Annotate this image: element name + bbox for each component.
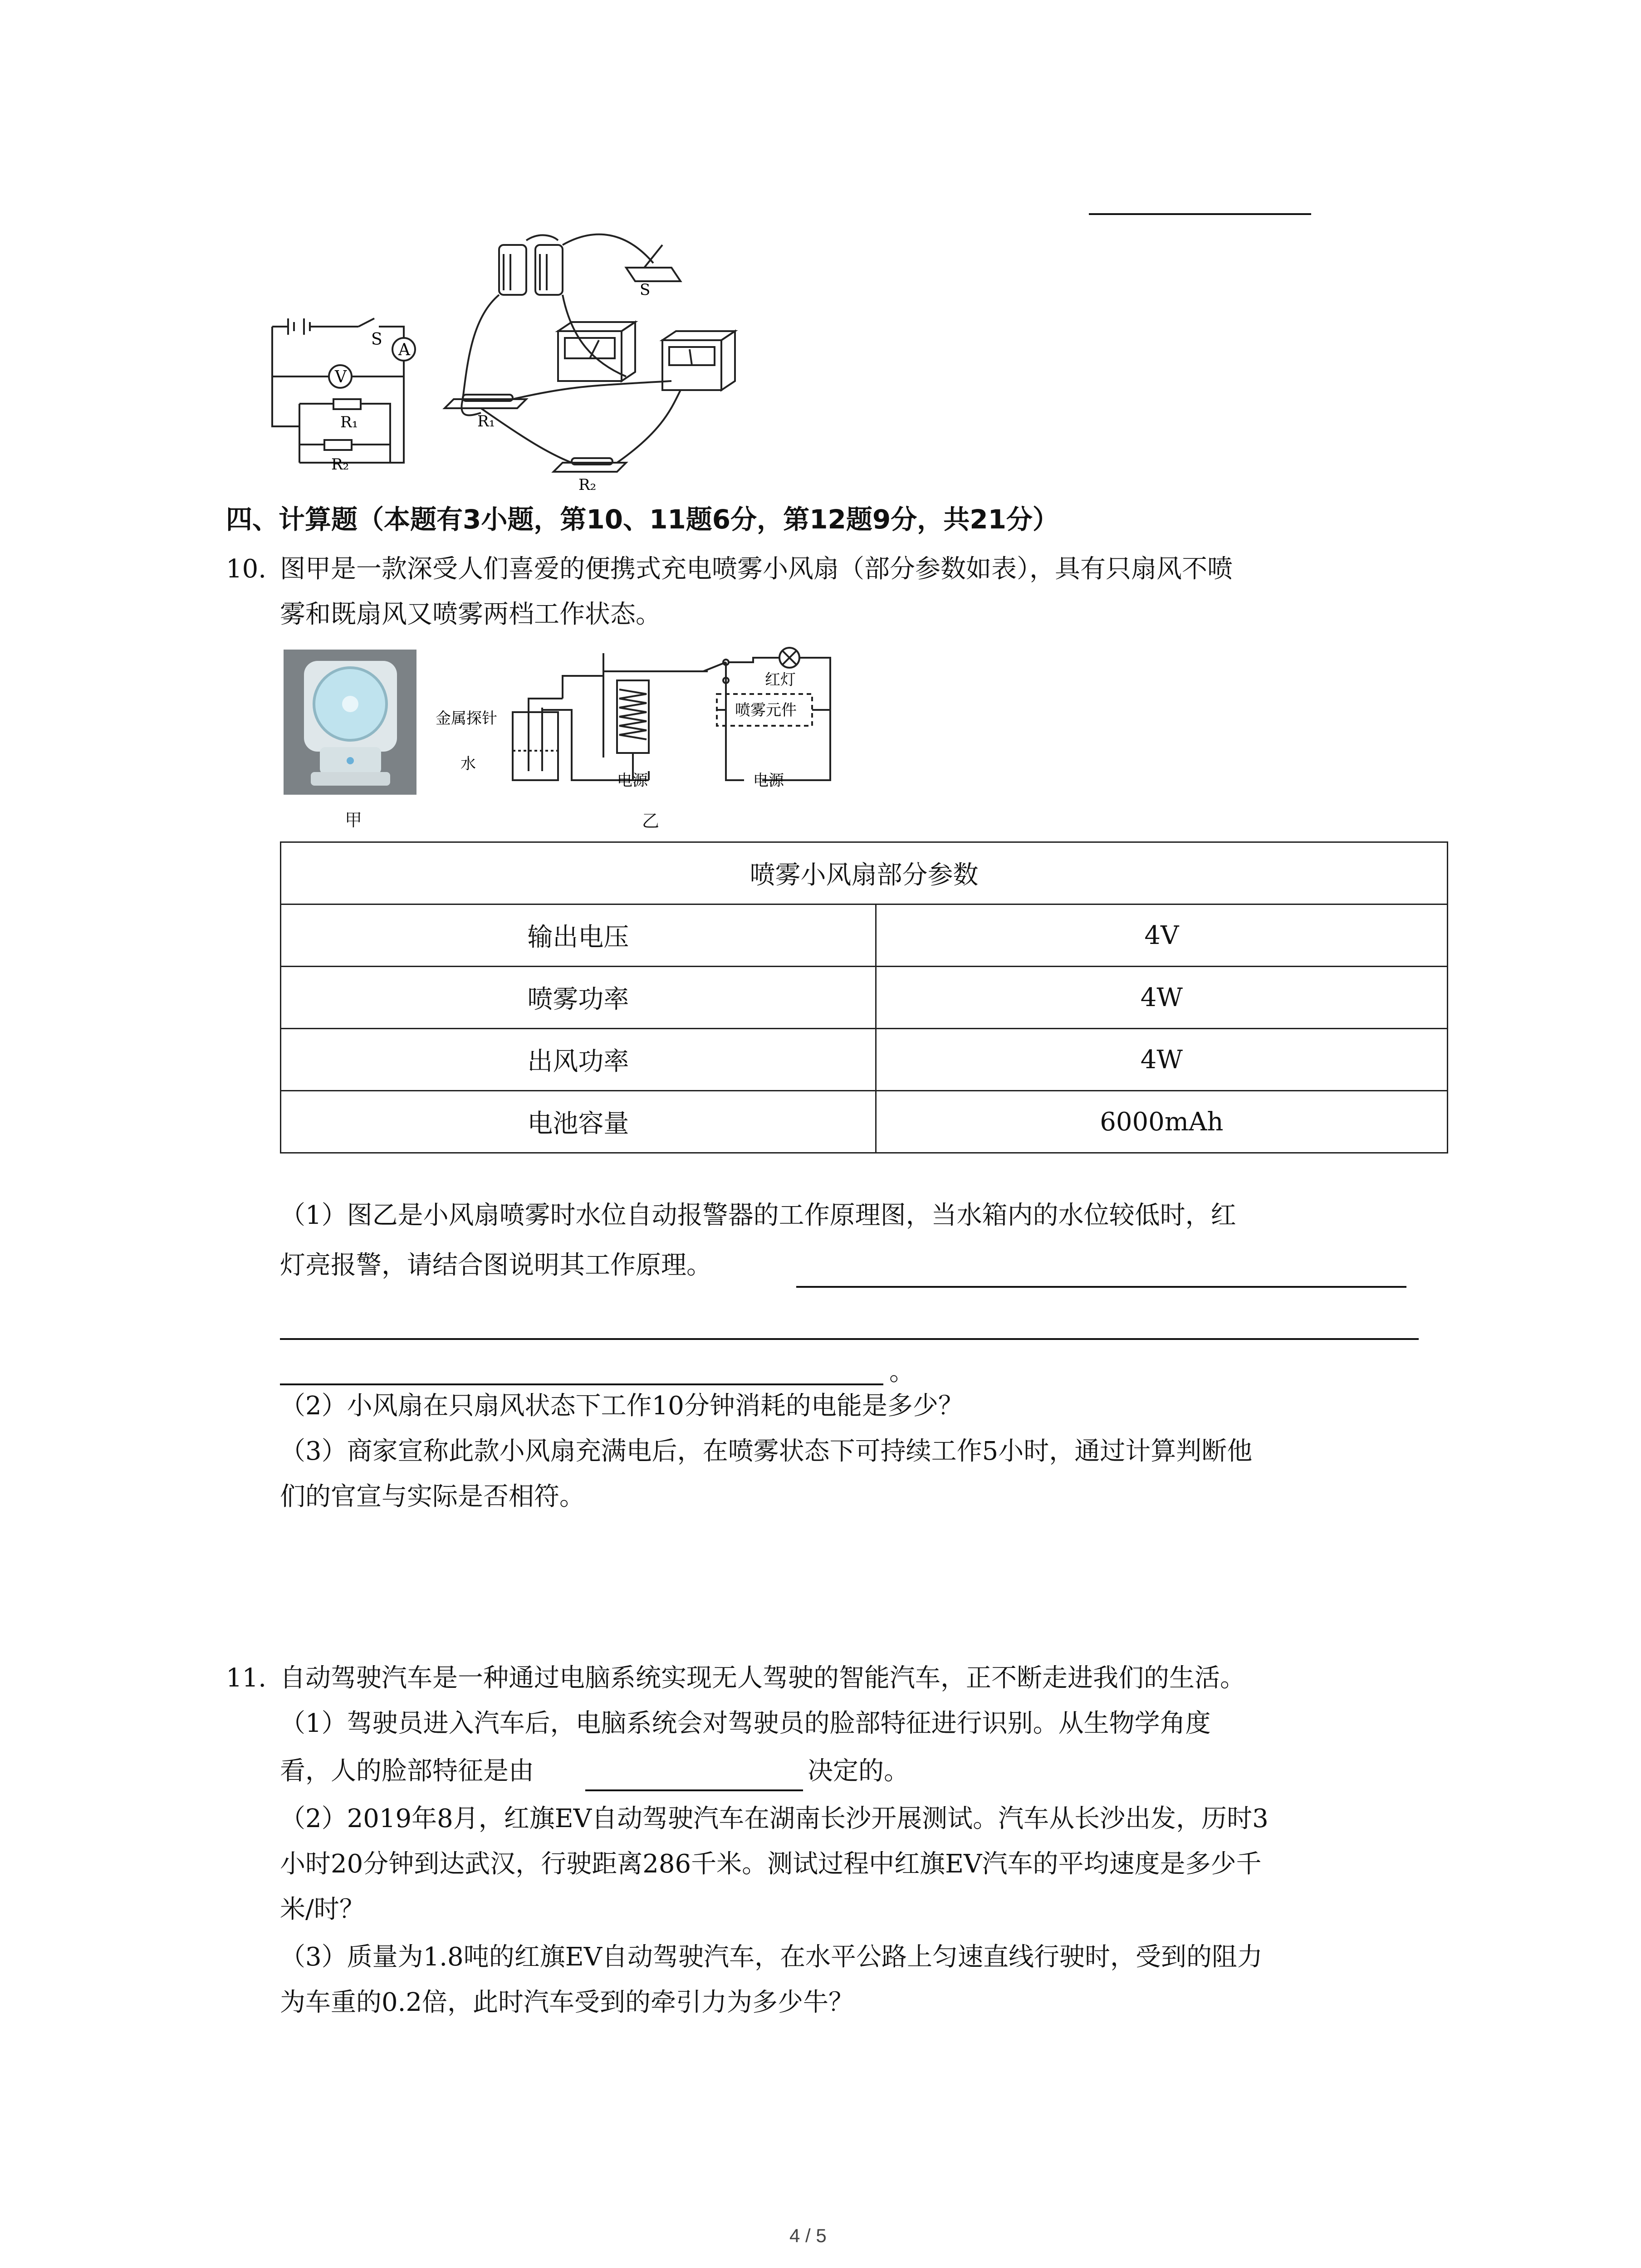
apparatus-label-r2: R₂ (578, 476, 597, 494)
q11-part2-line1: （2）2019年8月，红旗EV自动驾驶汽车在湖南长沙开展测试。汽车从长沙出发，历时3 (280, 1804, 1269, 1833)
apparatus-label-r1: R₁ (477, 412, 495, 430)
table-cell-label: 输出电压 (281, 904, 876, 967)
q11-part2-line3: 米/时？ (280, 1895, 365, 1924)
table-cell-value: 6000mAh (876, 1091, 1447, 1153)
q11-part1-line2-b: 决定的。 (808, 1756, 909, 1786)
answer-blank-q10-3 (280, 1383, 883, 1385)
q10-line1: 图甲是一款深受人们喜爱的便携式充电喷雾小风扇（部分参数如表），具有只扇风不喷 (280, 554, 1233, 584)
alarm-label-probe: 金属探针 (436, 710, 497, 727)
q10-part2: （2）小风扇在只扇风状态下工作10分钟消耗的电能是多少？ (280, 1391, 964, 1421)
q10-part3-line1: （3）商家宣称此款小风扇充满电后，在喷雾状态下可持续工作5小时，通过计算判断他 (280, 1437, 1253, 1466)
q10-line2: 雾和既扇风又喷雾两档工作状态。 (280, 600, 661, 629)
alarm-label-water: 水 (460, 755, 476, 772)
q10-part1-end: 。 (889, 1357, 915, 1387)
circuit-label-a: A (398, 341, 410, 359)
table-row (281, 1029, 1448, 1091)
q10-number: 10. (226, 554, 267, 584)
table-row (281, 1091, 1448, 1153)
q11-line1: 自动驾驶汽车是一种通过电脑系统实现无人驾驶的智能汽车，正不断走进我们的生活。 (280, 1663, 1245, 1693)
circuit-diagram (268, 308, 440, 476)
answer-blank-q11-1 (585, 1789, 803, 1791)
alarm-label-power-2: 电源 (753, 772, 784, 789)
apparatus-label-s: S (640, 281, 651, 299)
alarm-caption: 乙 (642, 811, 660, 831)
table-cell-value: 4W (876, 967, 1447, 1029)
circuit-label-v: V (335, 368, 347, 386)
parameter-table (280, 841, 1448, 1154)
answer-blank-q10-2 (280, 1338, 1419, 1340)
q11-part3-line2: 为车重的0.2倍，此时汽车受到的牵引力为多少牛？ (280, 1988, 854, 2017)
circuit-label-r2: R₂ (331, 455, 349, 474)
q10-part3-line2: 们的官宣与实际是否相符。 (280, 1482, 585, 1511)
table-row (281, 904, 1448, 967)
q10-part1-line1: （1）图乙是小风扇喷雾时水位自动报警器的工作原理图，当水箱内的水位较低时，红 (280, 1201, 1236, 1230)
alarm-label-power-1: 电源 (617, 772, 648, 789)
circuit-label-s: S (371, 330, 382, 349)
fan-caption: 甲 (345, 810, 362, 830)
table-cell-value: 4W (876, 1029, 1447, 1091)
page-number: 4 / 5 (789, 2225, 827, 2246)
alarm-label-red-lamp: 红灯 (765, 671, 796, 689)
table-cell-label: 出风功率 (281, 1029, 876, 1091)
table-cell-value: 4V (876, 904, 1447, 967)
table-title: 喷雾小风扇部分参数 (281, 842, 1448, 904)
apparatus-drawing (436, 227, 744, 494)
table-row (281, 967, 1448, 1029)
alarm-label-spray: 喷雾元件 (735, 702, 797, 719)
q11-part1-line1: （1）驾驶员进入汽车后，电脑系统会对驾驶员的脸部特征进行识别。从生物学角度 (280, 1709, 1211, 1738)
answer-blank-q10-1 (796, 1286, 1406, 1288)
q10-part1-line2: 灯亮报警，请结合图说明其工作原理。 (280, 1251, 712, 1280)
fan-photo (284, 650, 416, 795)
q11-part2-line2: 小时20分钟到达武汉，行驶距离286千米。测试过程中红旗EV汽车的平均速度是多少千 (280, 1849, 1262, 1879)
q11-number: 11. (226, 1663, 267, 1693)
alarm-diagram (436, 644, 844, 798)
q11-part3-line1: （3）质量为1.8吨的红旗EV自动驾驶汽车，在水平公路上匀速直线行驶时，受到的阻力 (280, 1942, 1263, 1972)
answer-blank-top (1089, 213, 1311, 215)
table-cell-label: 喷雾功率 (281, 967, 876, 1029)
q11-part1-line2-a: 看，人的脸部特征是由 (280, 1756, 534, 1786)
table-title-row (281, 842, 1448, 904)
table-cell-label: 电池容量 (281, 1091, 876, 1153)
circuit-label-r1: R₁ (340, 413, 358, 431)
section-title: 四、计算题（本题有3小题，第10、11题6分，第12题9分，共21分） (226, 504, 1059, 535)
